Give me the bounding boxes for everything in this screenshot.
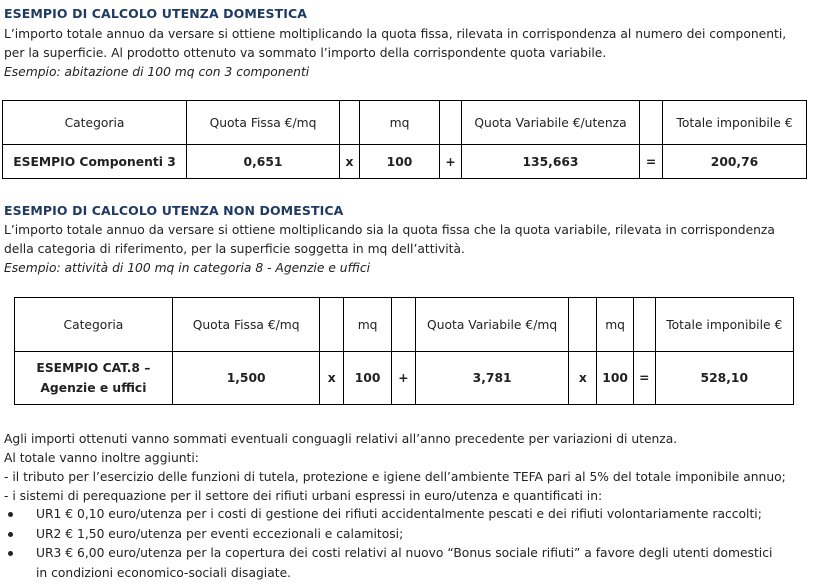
footer-line: - i sistemi di perequazione per il settore dei rifiuti urbani espressi in euro/utenza e quantificati in:: [4, 489, 603, 503]
table-row: [15, 352, 794, 405]
footer-line: Al totale vanno inoltre aggiunti:: [4, 451, 199, 465]
section-heading-non-domestica: ESEMPIO DI CALCOLO UTENZA NON DOMESTICA: [4, 203, 344, 218]
table-header-row: [3, 101, 807, 145]
cell-categoria: ESEMPIO Componenti 3: [3, 145, 187, 179]
section-heading-domestica: ESEMPIO DI CALCOLO UTENZA DOMESTICA: [4, 6, 308, 21]
header-spacer: [392, 298, 416, 352]
table-header-row: [15, 298, 794, 352]
section-description-non-domestica: [4, 221, 775, 278]
list-item-continuation: in condizioni economico-sociali disagiate.: [36, 565, 292, 580]
header-spacer: [440, 101, 462, 145]
operator-equals: =: [640, 145, 663, 179]
operator-plus: +: [440, 145, 462, 179]
footer-line: - il tributo per l’esercizio delle funzioni di tutela, protezione e igiene dell’ambiente TEFA pari al 5% del totale imponibile annuo;: [4, 470, 786, 484]
bullet-icon: [8, 512, 13, 517]
list-item-text: UR2 € 1,50 euro/utenza per eventi eccezionali e calamitosi;: [36, 526, 404, 541]
description-line: L’importo totale annuo da versare si ottiene moltiplicando la quota fissa, rilevata in corrispondenza al numero dei componenti,: [4, 27, 787, 41]
description-line: per la superficie. Al prodotto ottenuto va sommato l’importo della corrispondente quota variabile.: [4, 46, 607, 60]
example-text: Esempio: abitazione di 100 mq con 3 componenti: [4, 65, 310, 79]
operator-plus: +: [392, 352, 416, 405]
header-quota-variabile: Quota Variabile €/utenza: [462, 101, 640, 145]
header-mq: mq: [344, 298, 392, 352]
example-text: Esempio: attività di 100 mq in categoria 8 - Agenzie e uffici: [4, 261, 371, 275]
cell-quota-variabile: 135,663: [462, 145, 640, 179]
header-categoria: Categoria: [3, 101, 187, 145]
header-mq: mq: [597, 298, 634, 352]
header-totale: Totale imponibile €: [655, 298, 793, 352]
header-spacer: [640, 101, 663, 145]
cell-categoria: [15, 352, 173, 405]
operator-multiply: x: [320, 352, 344, 405]
categoria-line: Agenzie e uffici: [40, 381, 147, 395]
header-spacer: [340, 101, 360, 145]
footer-notes: [4, 430, 786, 506]
header-mq: mq: [360, 101, 440, 145]
description-line: della categoria di riferimento, per la superficie soggetta in mq dell’attività.: [4, 242, 465, 256]
table-row: [3, 145, 807, 179]
cell-quota-variabile: 3,781: [415, 352, 569, 405]
header-spacer: [569, 298, 597, 352]
header-spacer: [634, 298, 656, 352]
bullet-icon: [8, 532, 13, 537]
bullet-icon: [8, 551, 13, 556]
cell-quota-fissa: 0,651: [187, 145, 340, 179]
cell-totale: 200,76: [663, 145, 807, 179]
header-quota-fissa: Quota Fissa €/mq: [172, 298, 320, 352]
description-line: L’importo totale annuo da versare si ottiene moltiplicando sia la quota fissa che la quota variabile, rilevata in corrispondenza: [4, 223, 775, 237]
operator-equals: =: [634, 352, 656, 405]
cell-quota-fissa: 1,500: [172, 352, 320, 405]
perequazione-list: [4, 505, 772, 583]
list-item-text: UR1 € 0,10 euro/utenza per i costi di gestione dei rifiuti accidentalmente pescati e dei rifiuti volontariamente raccolti;: [36, 507, 762, 521]
header-spacer: [320, 298, 344, 352]
calc-table-domestica: [2, 100, 807, 179]
cell-mq: 100: [360, 145, 440, 179]
section-description-domestica: [4, 25, 786, 82]
header-quota-variabile: Quota Variabile €/mq: [415, 298, 569, 352]
list-item-text: UR3 € 6,00 euro/utenza per la copertura dei costi relativi al nuovo “Bonus sociale rifiuti” a favore degli utenti domestici: [36, 546, 773, 560]
list-item: [4, 525, 772, 545]
footer-line: Agli importi ottenuti vanno sommati eventuali conguagli relativi all’anno precedente per variazioni di utenza.: [4, 432, 678, 446]
operator-multiply: x: [340, 145, 360, 179]
list-item: [4, 505, 772, 525]
header-quota-fissa: Quota Fissa €/mq: [187, 101, 340, 145]
categoria-line: ESEMPIO CAT.8 –: [36, 361, 151, 375]
header-totale: Totale imponibile €: [663, 101, 807, 145]
calc-table-non-domestica: [14, 297, 794, 405]
cell-totale: 528,10: [655, 352, 793, 405]
cell-mq: 100: [597, 352, 634, 405]
header-categoria: Categoria: [15, 298, 173, 352]
cell-mq: 100: [344, 352, 392, 405]
operator-multiply: x: [569, 352, 597, 405]
list-item: [4, 544, 772, 583]
